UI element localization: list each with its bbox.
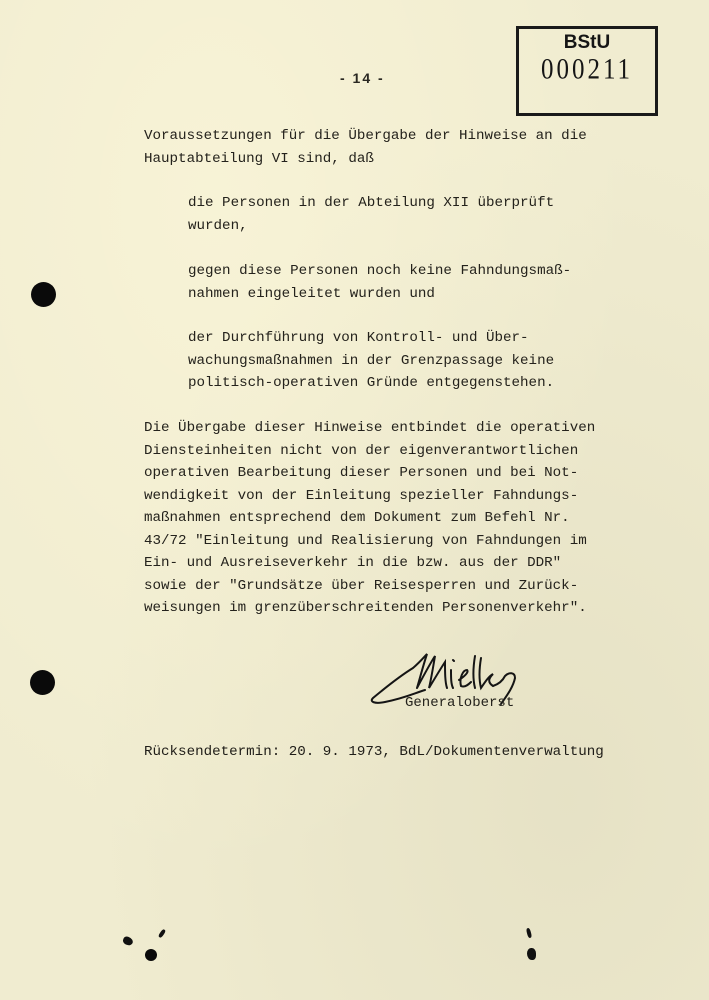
text-line: 43/72 "Einleitung und Realisierung von Fahndungen im (144, 532, 587, 549)
main-paragraph (144, 417, 595, 620)
punch-hole-lower (30, 670, 55, 695)
ink-mark (526, 928, 532, 939)
ink-mark (158, 929, 166, 939)
text-line: politisch-operativen Gründe entgegenstehen. (188, 375, 555, 391)
text-line: Die Übergabe dieser Hinweise entbindet die operativen (144, 420, 596, 436)
stamp-number: 000211 (540, 53, 634, 86)
text-line: gegen diese Personen noch keine Fahndungsmaß- (188, 263, 572, 279)
text-line: Diensteinheiten nicht von der eigenverantwortlichen (144, 442, 579, 459)
text-line: die Personen in der Abteilung XII überprüft (188, 195, 555, 211)
ink-mark (527, 948, 536, 960)
punch-hole-upper (31, 282, 56, 307)
condition-3 (188, 327, 554, 395)
text-line: nahmen eingeleitet wurden und (188, 285, 435, 302)
text-line: wachungsmaßnahmen in der Grenzpassage keine (188, 352, 555, 369)
text-line: wurden, (188, 217, 248, 234)
condition-1 (188, 192, 554, 237)
text-line: Voraussetzungen für die Übergabe der Hinweise an die (144, 128, 587, 144)
text-line: sowie der "Grundsätze über Reisesperren und Zurück- (144, 577, 579, 594)
archive-stamp (516, 26, 658, 116)
text-line: weisungen im grenzüberschreitenden Personenverkehr". (144, 600, 587, 616)
signature-title: Generaloberst (405, 695, 515, 711)
text-line: operativen Bearbeitung dieser Personen und bei Not- (144, 465, 579, 481)
return-date-footer: Rücksendetermin: 20. 9. 1973, BdL/Dokumentenverwaltung (144, 744, 604, 760)
ink-mark (122, 936, 134, 947)
page-number: - 14 - (340, 70, 385, 86)
text-line: maßnahmen entsprechend dem Dokument zum Befehl Nr. (144, 510, 570, 526)
intro-paragraph (144, 125, 587, 170)
staple-hole-left (145, 949, 157, 961)
text-line: wendigkeit von der Einleitung spezieller Fahndungs- (144, 487, 579, 504)
text-line: Ein- und Ausreiseverkehr in die bzw. aus der DDR" (144, 555, 562, 571)
text-line: der Durchführung von Kontroll- und Über- (188, 330, 529, 346)
condition-2 (188, 260, 571, 305)
stamp-org: BStU (563, 32, 611, 53)
text-line: Hauptabteilung VI sind, daß (144, 150, 374, 167)
